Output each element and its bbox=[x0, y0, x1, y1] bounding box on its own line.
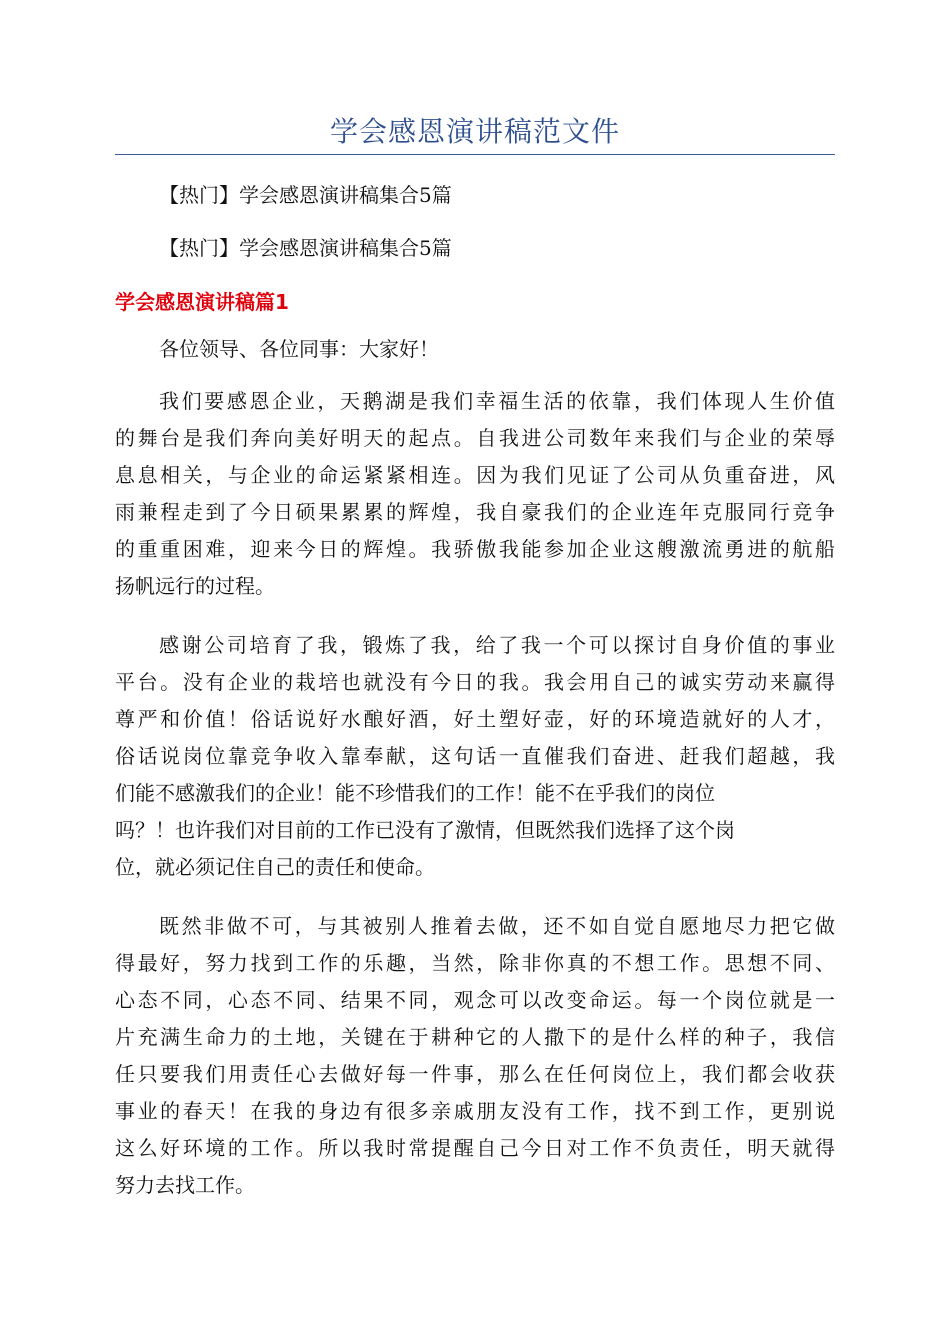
hot-link-2[interactable]: 【热门】学会感恩演讲稿集合5篇 bbox=[159, 236, 452, 260]
paragraph-line: 的舞台是我们奔向美好明天的起点。自我进公司数年来我们与企业的荣辱 bbox=[115, 426, 835, 450]
paragraph-line: 尊严和价值！俗话说好水酿好酒，好土塑好壶，好的环境造就好的人才， bbox=[115, 707, 835, 731]
body-paragraph-2 bbox=[115, 627, 835, 886]
paragraph-line: 片充满生命力的土地，关键在于耕种它的人撒下的是什么样的种子，我信 bbox=[115, 1025, 835, 1049]
paragraph-line: 们能不感激我们的企业！能不珍惜我们的工作！能不在乎我们的岗位 bbox=[115, 781, 715, 805]
paragraph-line: 得最好，努力找到工作的乐趣，当然，除非你真的不想工作。思想不同、 bbox=[115, 951, 835, 975]
paragraph-line: 吗？！也许我们对目前的工作已没有了激情，但既然我们选择了这个岗 bbox=[115, 818, 735, 842]
greeting-line: 各位领导、各位同事：大家好！ bbox=[159, 337, 439, 361]
paragraph-line: 事业的春天！在我的身边有很多亲戚朋友没有工作，找不到工作，更别说 bbox=[115, 1099, 835, 1123]
body-paragraph-1 bbox=[115, 383, 835, 605]
paragraph-line: 俗话说岗位靠竞争收入靠奉献，这句话一直催我们奋进、赶我们超越，我 bbox=[115, 744, 835, 768]
paragraph-line: 任只要我们用责任心去做好每一件事，那么在任何岗位上，我们都会收获 bbox=[115, 1062, 835, 1086]
paragraph-line: 这么好环境的工作。所以我时常提醒自己今日对工作不负责任，明天就得 bbox=[115, 1136, 835, 1160]
paragraph-line: 的重重困难，迎来今日的辉煌。我骄傲我能参加企业这艘激流勇进的航船 bbox=[115, 537, 835, 561]
paragraph-line: 我们要感恩企业，天鹅湖是我们幸福生活的依靠，我们体现人生价值 bbox=[159, 389, 835, 413]
paragraph-line: 平台。没有企业的栽培也就没有今日的我。我会用自己的诚实劳动来赢得 bbox=[115, 670, 835, 694]
paragraph-line: 感谢公司培育了我，锻炼了我，给了我一个可以探讨自身价值的事业 bbox=[159, 633, 835, 657]
paragraph-line: 努力去找工作。 bbox=[115, 1173, 255, 1197]
paragraph-line: 雨兼程走到了今日硕果累累的辉煌，我自豪我们的企业连年克服同行竞争 bbox=[115, 500, 835, 524]
hot-link-1[interactable]: 【热门】学会感恩演讲稿集合5篇 bbox=[159, 183, 452, 207]
title-underline bbox=[115, 154, 835, 155]
body-paragraph-3 bbox=[115, 908, 835, 1204]
section-heading: 学会感恩演讲稿篇1 bbox=[115, 290, 289, 314]
paragraph-line: 心态不同，心态不同、结果不同，观念可以改变命运。每一个岗位就是一 bbox=[115, 988, 835, 1012]
paragraph-line: 位，就必须记住自己的责任和使命。 bbox=[115, 855, 435, 879]
paragraph-line: 息息相关，与企业的命运紧紧相连。因为我们见证了公司从负重奋进，风 bbox=[115, 463, 835, 487]
paragraph-line: 既然非做不可，与其被别人推着去做，还不如自觉自愿地尽力把它做 bbox=[159, 914, 835, 938]
document-title: 学会感恩演讲稿范文件 bbox=[329, 115, 620, 148]
paragraph-line: 扬帆远行的过程。 bbox=[115, 574, 275, 598]
